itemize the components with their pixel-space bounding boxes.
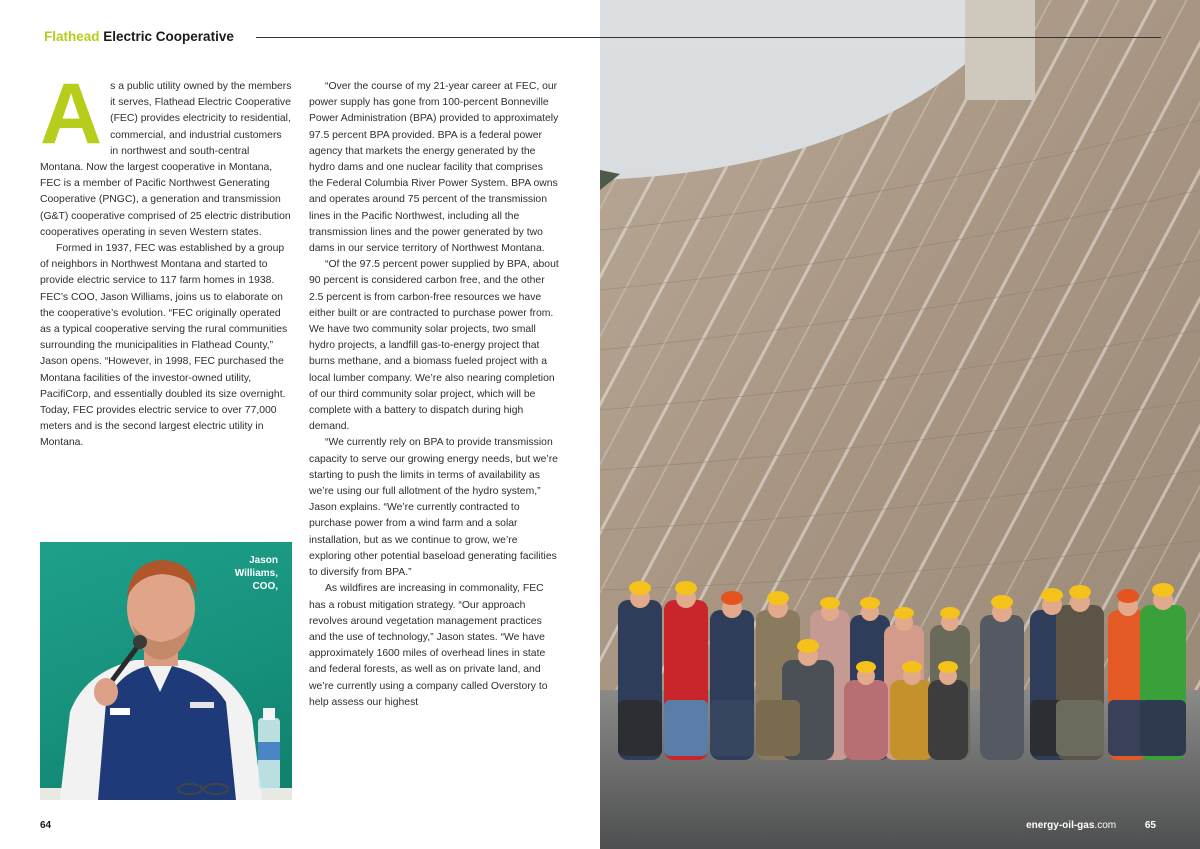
footer-right	[1026, 820, 1156, 831]
section-header	[44, 29, 234, 44]
paragraph: Formed in 1937, FEC was established by a group of neighbors in Northwest Montana and started to provide electric service to 117 farm homes in 1938. FEC’s COO, Jason Williams, joins us to elaborate on the cooperative’s evolution. “FEC originally operated as a typical cooperative serving the rural communities surrounding the municipalities in Flathead County,” Jason opens. “However, in 1998, FEC purchased the Montana facilities of the investor-owned utility, PacifiCorp, and essentially doubled its size overnight. Today, FEC provides electric service to over 77,000 meters and is the second largest electric utility in Montana.	[40, 243, 288, 449]
dam-illustration	[600, 0, 1200, 849]
paragraph: “Over the course of my 21-year career at FEC, our power supply has gone from 100-percent Bonneville Power Administration (BPA) provided to approximately 97.5 percent BPA provided. BPA is a federal power agency that markets the energy generated by the hydro dams and one nuclear facility that comprises the Federal Columbia River Power System. BPA owns and operates around 75 percent of the transmission lines in the Pacific Northwest, including all the transmission lines and the power generated by two dams in our service territory of Northwest Montana.	[309, 81, 559, 255]
header-divider	[256, 37, 1161, 38]
site-tld: .com	[1094, 820, 1117, 831]
photo-caption	[235, 554, 278, 593]
dam-group-photo	[600, 0, 1200, 849]
jason-williams-photo	[40, 542, 292, 800]
header-title: Electric Cooperative	[103, 29, 234, 44]
caption-line: Williams,	[234, 568, 278, 579]
drop-cap: A	[40, 66, 103, 162]
site-name: energy-oil-gas	[1026, 820, 1095, 831]
paragraph: As wildfires are increasing in commonality, FEC has a robust mitigation strategy. “Our approach revolves around vegetation management practices and the use of technology,” Jason states. “We have approximately 1600 miles of overhead lines in state and federal forests, as well as on private land, and we’re currently using a company called Overstory to help assess our highest	[309, 583, 548, 708]
page-number-right: 65	[1144, 820, 1156, 831]
page-number-left: 64	[40, 820, 52, 831]
crew-group	[618, 581, 1186, 760]
paragraph: “We currently rely on BPA to provide transmission capacity to serve our growing energy needs, but we’re starting to push the limits in terms of availability as we’re using our full allotment of the hydro system,” Jason explains. “We’re currently contracted to purchase power from a wind farm and a solar installation, but as we continue to grow, we’re exploring other potential baseload generating facilities to diversify from BPA.”	[309, 437, 558, 579]
caption-line: COO,	[252, 581, 278, 592]
paragraph: s a public utility owned by the members it serves, Flathead Electric Cooperative (FEC) provides electricity to residential, commercial, and industrial customers in northwest and south-central Montana. Now the largest cooperative in Montana, FEC is a member of Pacific Northwest Generating Cooperative (PNGC), a generation and transmission (G&T) cooperative comprised of 25 electric distribution cooperatives operating in seven Western states.	[40, 81, 292, 238]
paragraph: “Of the 97.5 percent power supplied by BPA, about 90 percent is considered carbon free, and the other 2.5 percent is from carbon-free resources we have either built or are contracted to purchase power from. We have two community solar projects, two small hydro projects, a landfill gas-to-energy project that burns methane, and a biomass fueled project with a local lumber company. We’re also nearing completion of our third community solar project, which will be complete with a battery to dispatch during high demand.	[309, 259, 559, 433]
caption-line: Jason	[249, 555, 278, 566]
article-column-2	[309, 79, 559, 711]
article-column-1	[40, 66, 292, 452]
header-highlight: Flathead	[44, 29, 100, 44]
